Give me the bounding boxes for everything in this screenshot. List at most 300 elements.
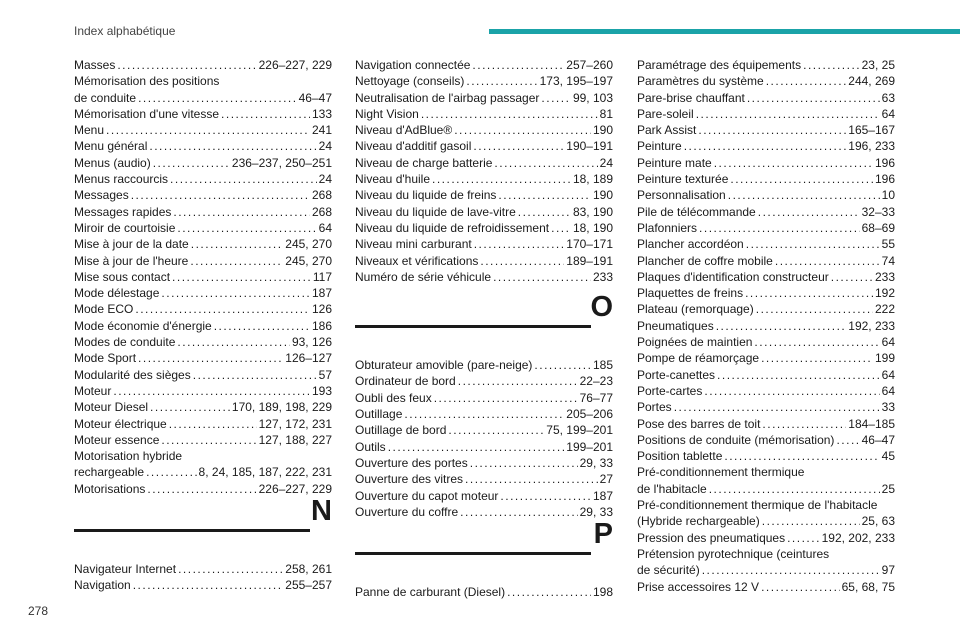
index-entry-label: Plancher accordéon [637,237,744,252]
index-entry-pages[interactable]: 173, 195–197 [539,74,613,89]
index-entry-pages[interactable]: 133 [311,106,332,121]
leader-dots [146,464,196,480]
index-entry-label: Porte-cartes [637,383,703,398]
index-entry-pages[interactable]: 126 [311,302,332,317]
leader-dots [470,455,578,471]
index-entry-pages[interactable]: 184–185 [848,416,895,431]
leader-dots [507,584,591,600]
index-entry-pages[interactable]: 244, 269 [848,74,895,89]
leader-dots [494,155,597,171]
leader-dots [754,334,879,350]
index-entry[interactable] [74,269,332,285]
index-entry-label: Plancher de coffre mobile [637,253,773,268]
index-entry-label: Outillage [355,407,403,422]
index-entry[interactable] [355,155,613,171]
index-entry-first-line: Pré-conditionnement thermique [637,465,805,480]
section-rule [355,325,591,328]
leader-dots [161,285,310,301]
index-entry-label: Peinture mate [637,155,712,170]
index-entry[interactable] [355,584,613,600]
index-entry-pages[interactable]: 24 [318,172,332,187]
leader-dots [465,471,598,487]
index-entry[interactable] [637,301,895,317]
header-accent-bar [489,29,960,34]
entries-p-cont [637,57,895,595]
index-entry-pages[interactable]: 18, 190 [572,220,613,235]
index-entry-label: Ouverture du capot moteur [355,488,499,503]
leader-dots [696,106,880,122]
index-entry-label: Niveau du liquide de freins [355,188,497,203]
index-entry[interactable] [74,318,332,334]
header-title: Index alphabétique [74,24,176,38]
index-entry-pages[interactable]: 258, 261 [285,562,332,577]
index-entry-pages[interactable]: 192 [874,286,895,301]
index-entry-pages[interactable]: 257–260 [566,58,613,72]
index-entry-pages[interactable]: 233 [874,269,895,284]
index-entry[interactable] [637,367,895,383]
index-entry[interactable] [637,73,895,89]
leader-dots [460,504,577,520]
index-entry-pages[interactable]: 127, 172, 231 [258,416,332,431]
index-entry[interactable] [637,269,895,285]
index-entry-label: Menus raccourcis [74,172,169,187]
leader-dots [761,579,840,595]
leader-dots [190,253,283,269]
index-entry-label: Neutralisation de l'airbag passager [355,90,540,105]
index-entry[interactable] [74,171,332,187]
index-entry-pages[interactable]: 25, 63 [861,514,895,529]
leader-dots [493,269,591,285]
index-entry-pages[interactable]: 189–191 [566,253,613,268]
index-entry[interactable] [637,122,895,138]
index-entry-pages[interactable]: 46–47 [298,90,332,105]
index-entry-pages[interactable]: 190 [592,188,613,203]
index-entry-pages[interactable]: 57 [318,367,332,382]
index-entry-label: (Hybride rechargeable) [637,514,760,529]
index-entry-pages[interactable]: 196, 233 [848,139,895,154]
index-entry-pages[interactable]: 93, 126 [291,335,332,350]
index-entry-pages[interactable]: 63 [881,90,895,105]
index-entry-label: Paramétrage des équipements [637,58,802,72]
index-entry-pages[interactable]: 199 [874,351,895,366]
index-entry-pages[interactable]: 186 [311,318,332,333]
leader-dots [193,367,317,383]
leader-dots [766,73,847,89]
index-entry[interactable] [355,171,613,187]
index-entry-label: de conduite [74,90,137,105]
index-entry[interactable] [74,106,332,122]
index-entry-pages[interactable]: 97 [881,563,895,578]
index-entry-pages[interactable]: 76–77 [579,390,613,405]
index-entry-label: Messages rapides [74,204,172,219]
index-entry[interactable] [74,481,332,497]
index-entry[interactable] [355,187,613,203]
index-entry[interactable] [355,73,613,89]
index-entry-pages[interactable]: 245, 270 [285,253,332,268]
index-entry-first-line: Mémorisation des positions [74,74,220,89]
index-entry[interactable] [355,269,613,285]
index-entry-pages[interactable]: 27 [599,472,613,487]
section-header-p [355,520,613,584]
leader-dots [466,73,537,89]
index-entry-label: Pose des barres de toit [637,416,761,431]
leader-dots [709,481,880,497]
index-entry-pages[interactable]: 126–127 [285,351,332,366]
index-entry[interactable] [637,253,895,269]
index-entry-label: Portes [637,400,672,415]
index-entry[interactable] [637,334,895,350]
index-entry-pages[interactable]: 64 [881,383,895,398]
index-entry-pages[interactable]: 268 [311,204,332,219]
index-entry-label: Pression des pneumatiques [637,530,786,545]
index-entry-label: Masses [74,58,116,72]
index-entry-pages[interactable]: 64 [881,367,895,382]
index-entry-pages[interactable]: 64 [881,106,895,121]
index-entry[interactable] [74,399,332,415]
index-entry-label: Moteur essence [74,432,160,447]
leader-dots [161,432,256,448]
index-entry[interactable] [637,318,895,334]
index-entry-label: Miroir de courtoisie [74,220,176,235]
leader-dots [177,334,290,350]
index-entry[interactable] [637,155,895,171]
index-entry-pages[interactable]: 55 [881,237,895,252]
index-entry-pages[interactable]: 64 [881,335,895,350]
index-entry-pages[interactable]: 25 [881,481,895,496]
index-entry[interactable] [74,416,332,432]
leader-dots [432,171,571,187]
leader-dots [761,350,873,366]
index-entry-pages[interactable]: 165–167 [848,123,895,138]
leader-dots [173,204,310,220]
index-entry-pages[interactable]: 226–227, 229 [258,481,332,496]
index-entry-label: Position tablette [637,449,723,464]
index-entry-label: Mode ECO [74,302,134,317]
index-entry[interactable] [355,253,613,269]
index-entry-pages[interactable]: 99, 103 [572,90,613,105]
index-entry-label: Pneumatiques [637,318,714,333]
index-entry[interactable] [637,90,895,106]
index-entry[interactable] [355,220,613,236]
index-entry[interactable] [355,488,613,504]
index-entry-pages[interactable]: 45 [881,449,895,464]
index-entry-pages[interactable]: 18, 189 [572,172,613,187]
index-entry-label: Panne de carburant (Diesel) [355,585,506,600]
index-entry-label: Pare-brise chauffant [637,90,745,105]
index-entry-label: Mise à jour de la date [74,237,189,252]
index-entry-label: Porte-canettes [637,367,716,382]
index-entry-pages[interactable]: 170, 189, 198, 229 [231,400,332,415]
index-entry-label: Night Vision [355,106,419,121]
index-entry-pages[interactable]: 10 [881,188,895,203]
leader-dots [787,530,820,546]
index-entry-pages[interactable]: 24 [318,139,332,154]
index-entry-pages[interactable]: 117 [312,269,332,284]
leader-dots [472,57,564,73]
index-entry-pages[interactable]: 196 [874,172,895,187]
index-entry-label: Moteur [74,383,112,398]
index-entry-label: Paramètres du système [637,74,764,89]
index-entry-label: Ordinateur de bord [355,374,456,389]
index-entry[interactable] [637,399,895,415]
index-entry[interactable] [355,373,613,389]
index-entry-label: Motorisations [74,481,146,496]
index-entry[interactable] [74,285,332,301]
index-entry[interactable] [74,577,332,593]
index-entry-pages[interactable]: 192, 233 [848,318,895,333]
index-entry-pages[interactable]: 32–33 [861,204,895,219]
entries-m [74,57,332,497]
section-letter-p: P [593,518,613,551]
index-entry[interactable] [637,497,895,530]
index-entry-label: rechargeable [74,465,145,480]
index-entry-first-line: Motorisation hybride [74,449,183,464]
leader-dots [153,155,230,171]
index-entry[interactable] [74,383,332,399]
leader-dots [172,269,311,285]
index-entry-pages[interactable]: 192, 202, 233 [821,530,895,545]
index-entry[interactable] [74,301,332,317]
leader-dots [448,422,544,438]
index-entry-label: Plafonniers [637,220,698,235]
index-entry[interactable] [637,187,895,203]
index-entry[interactable] [637,236,895,252]
leader-dots [404,406,564,422]
index-column-1 [74,57,332,594]
index-entry[interactable] [637,106,895,122]
index-entry-pages[interactable]: 127, 188, 227 [258,432,332,447]
section-rule [74,529,310,532]
index-entry[interactable] [74,350,332,366]
index-entry-pages[interactable]: 74 [881,253,895,268]
index-entry-pages[interactable]: 65, 68, 75 [841,579,895,594]
section-header-o [355,293,613,357]
index-entry-pages[interactable]: 68–69 [861,220,895,235]
index-entry[interactable] [74,138,332,154]
index-entry-pages[interactable]: 205–206 [566,407,613,422]
index-entry-pages[interactable]: 268 [311,188,332,203]
index-entry[interactable] [74,448,332,481]
section-rule [355,552,591,555]
leader-dots [762,416,846,432]
index-entry[interactable] [355,236,613,252]
leader-dots [728,187,880,203]
leader-dots [178,561,283,577]
index-entry-pages[interactable]: 187 [311,286,332,301]
index-entry-pages[interactable]: 81 [599,106,613,121]
index-entry[interactable] [637,220,895,236]
index-entry-pages[interactable]: 241 [311,123,332,138]
index-entry-label: Ouverture des portes [355,455,468,470]
index-entry[interactable] [355,90,613,106]
index-entry[interactable] [74,204,332,220]
index-entry-label: Mise sous contact [74,269,171,284]
index-entry-pages[interactable]: 23, 25 [861,58,895,72]
leader-dots [150,399,230,415]
leader-dots [831,269,873,285]
leader-dots [131,187,310,203]
index-entry[interactable] [637,285,895,301]
index-entry-pages[interactable]: 196 [874,155,895,170]
leader-dots [702,562,880,578]
leader-dots [458,373,578,389]
leader-dots [149,138,316,154]
index-entry[interactable] [355,57,613,73]
leader-dots [674,399,880,415]
index-entry-label: Niveau du liquide de refroidissement [355,220,550,235]
index-entry[interactable] [355,455,613,471]
index-entry[interactable] [74,122,332,138]
index-entry-label: Pompe de réamorçage [637,351,760,366]
index-entry[interactable] [74,334,332,350]
index-entry[interactable] [637,57,895,73]
index-entry-label: Pile de télécommande [637,204,756,219]
entries-o [355,357,613,520]
index-entry-pages[interactable]: 226–227, 229 [258,58,332,72]
index-entry-pages[interactable]: 236–237, 250–251 [231,155,332,170]
index-entry[interactable] [637,579,895,595]
index-entry[interactable] [355,390,613,406]
index-entry-label: Niveau d'huile [355,172,431,187]
leader-dots [113,383,310,399]
index-entry[interactable] [74,367,332,383]
index-entry-pages[interactable]: 29, 33 [579,455,613,470]
index-entry-label: Ouverture des vitres [355,472,464,487]
index-entry[interactable] [637,530,895,546]
leader-dots [214,318,310,334]
index-entry-pages[interactable]: 75, 199–201 [546,423,613,438]
index-entry-label: Niveau d'additif gasoil [355,139,472,154]
index-entry-pages[interactable]: 199–201 [566,439,613,454]
index-entry-pages[interactable]: 190 [592,123,613,138]
leader-dots [133,577,284,593]
index-entry-label: Prise accessoires 12 V [637,579,760,594]
index-entry[interactable] [637,416,895,432]
index-entry[interactable] [637,464,895,497]
index-entry[interactable] [637,350,895,366]
index-entry[interactable] [637,383,895,399]
index-entry-pages[interactable]: 170–171 [566,237,613,252]
index-entry-label: Menus (audio) [74,155,151,170]
index-entry-pages[interactable]: 83, 190 [572,204,613,219]
index-entry-pages[interactable]: 255–257 [285,578,332,593]
index-entry-label: Moteur électrique [74,416,167,431]
index-entry[interactable] [355,504,613,520]
index-entry-pages[interactable]: 185 [592,358,613,373]
index-entry-label: Numéro de série véhicule [355,269,492,284]
index-entry-label: Mode délestage [74,286,160,301]
index-entry-pages[interactable]: 233 [592,269,613,284]
index-entry[interactable] [355,422,613,438]
index-entry[interactable] [355,471,613,487]
index-entry-label: de l'habitacle [637,481,707,496]
index-entry-label: Niveaux et vérifications [355,253,479,268]
leader-dots [758,204,860,220]
index-entry[interactable] [74,220,332,236]
leader-dots [191,236,284,252]
index-entry[interactable] [74,57,332,73]
index-entry-pages[interactable]: 187 [592,488,613,503]
index-entry-pages[interactable]: 24 [599,155,613,170]
leader-dots [716,318,847,334]
index-entry[interactable] [74,236,332,252]
index-entry-label: Mise à jour de l'heure [74,253,189,268]
index-entry[interactable] [637,204,895,220]
index-entry-label: Park Assist [637,123,697,138]
leader-dots [745,285,873,301]
leader-dots [106,122,310,138]
leader-dots [170,171,317,187]
index-entry-label: Personnalisation [637,188,726,203]
leader-dots [480,253,564,269]
index-entry-pages[interactable]: 193 [311,383,332,398]
index-entry[interactable] [74,561,332,577]
index-entry[interactable] [74,187,332,203]
leader-dots [147,481,256,497]
index-entry-label: Navigateur Internet [74,562,177,577]
index-entry[interactable] [355,106,613,122]
leader-dots [704,383,879,399]
index-entry[interactable] [637,546,895,579]
index-entry[interactable] [637,138,895,154]
index-entry[interactable] [74,253,332,269]
index-entry-pages[interactable]: 8, 24, 185, 187, 222, 231 [198,465,332,480]
index-entry-label: Positions de conduite (mémorisation) [637,432,835,447]
index-entry[interactable] [355,357,613,373]
index-entry-first-line: Prétension pyrotechnique (ceintures [637,546,830,561]
index-entry-label: Moteur Diesel [74,400,149,415]
index-entry[interactable] [74,155,332,171]
index-entry-label: Plateau (remorquage) [637,302,754,317]
index-entry-label: Ouverture du coffre [355,504,459,519]
index-entry[interactable] [355,138,613,154]
index-entry-label: Plaques d'identification constructeur [637,269,829,284]
index-entry-pages[interactable]: 33 [881,400,895,415]
entries-p [355,584,613,600]
index-entry-label: Outils [355,439,386,454]
index-entry[interactable] [637,432,895,448]
index-entry-pages[interactable]: 46–47 [861,432,895,447]
index-entry-label: Navigation connectée [355,58,471,72]
index-entry[interactable] [355,439,613,455]
leader-dots [138,90,297,106]
index-entry[interactable] [355,122,613,138]
index-entry-label: Niveau mini carburant [355,237,472,252]
index-entry[interactable] [74,432,332,448]
index-entry[interactable] [637,171,895,187]
index-entry[interactable] [355,204,613,220]
index-entry-pages[interactable]: 222 [874,302,895,317]
index-entry[interactable] [355,406,613,422]
leader-dots [454,122,591,138]
leader-dots [746,236,880,252]
index-entry-pages[interactable]: 64 [318,220,332,235]
leader-dots [498,187,591,203]
index-entry[interactable] [637,448,895,464]
index-entry-label: Mode économie d'énergie [74,318,212,333]
index-entry-pages[interactable]: 190–191 [566,139,613,154]
index-entry-pages[interactable]: 245, 270 [285,237,332,252]
leader-dots [473,138,564,154]
index-entry-pages[interactable]: 29, 33 [579,504,613,519]
leader-dots [803,57,860,73]
index-entry-label: Peinture texturée [637,172,729,187]
index-entry-pages[interactable]: 198 [592,585,613,600]
leader-dots [762,513,860,529]
index-entry-pages[interactable]: 22–23 [579,374,613,389]
leader-dots [699,220,860,236]
index-entry[interactable] [74,73,332,106]
